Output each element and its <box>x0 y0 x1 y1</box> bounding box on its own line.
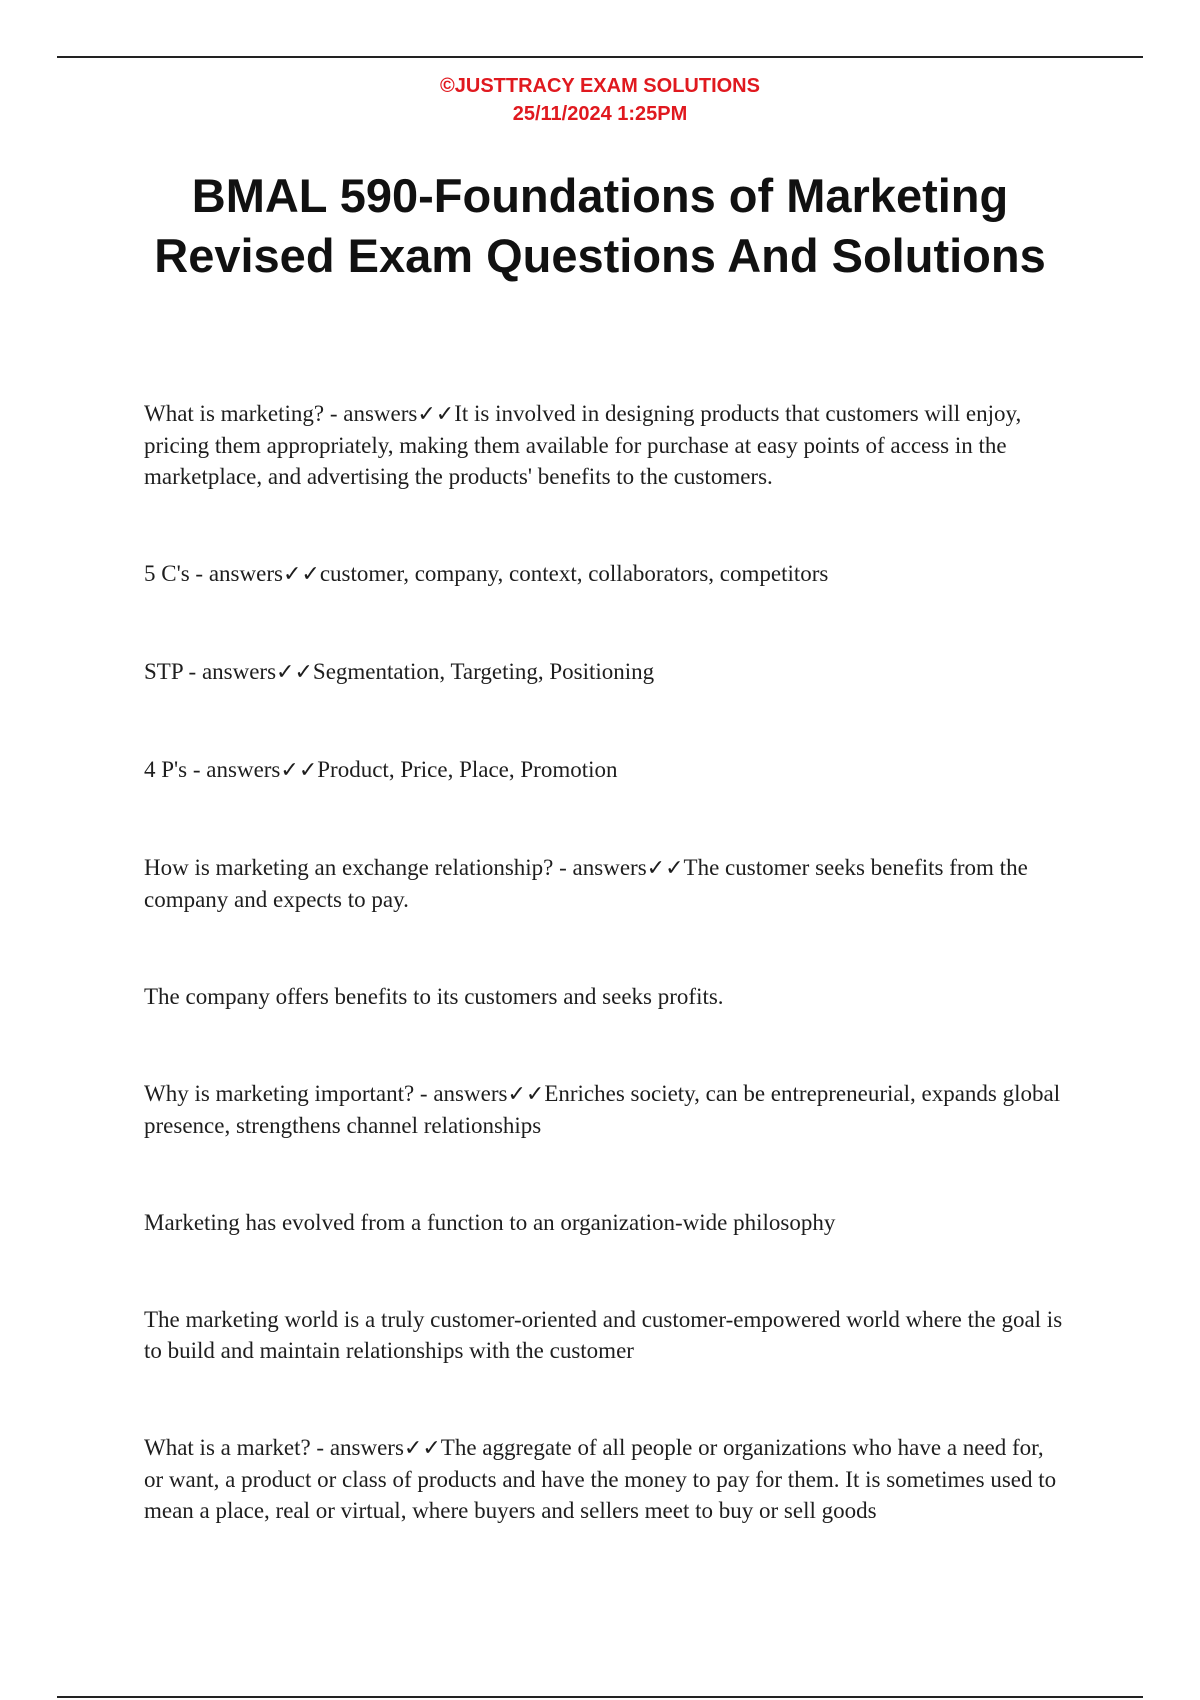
bottom-divider <box>57 1696 1143 1698</box>
question-text: STP - answers <box>144 659 277 684</box>
checkmark-icon: ✓✓ <box>417 402 455 427</box>
checkmark-icon: ✓✓ <box>276 660 313 685</box>
qa-content <box>144 398 1064 1526</box>
question-text: 5 C's - answers <box>144 561 283 586</box>
question-text: Why is marketing important? - answers <box>144 1081 508 1106</box>
question-text: What is marketing? - answers <box>144 401 418 426</box>
timestamp-line: 25/11/2024 1:25PM <box>512 103 688 125</box>
answer-text: It is involved in designing products that customers will enjoy, pricing them appropriately, making them available for purchase at easy points of access in the marketplace, and advertising the products' benefits to the customers. <box>144 401 1022 489</box>
question-text: How is marketing an exchange relationship? - answers <box>144 855 647 880</box>
top-divider <box>57 56 1143 58</box>
checkmark-icon: ✓✓ <box>282 562 320 587</box>
qa-entry <box>144 1432 1064 1526</box>
statement-entry: The marketing world is a truly customer-oriented and customer-empowered world where the goal is to build and maintain relationships with the customer <box>144 1307 1063 1363</box>
qa-entry <box>144 558 1064 590</box>
checkmark-icon: ✓✓ <box>403 1436 441 1461</box>
answer-text: The aggregate of all people or organizations who have a need for, or want, a product or class of products and have the money to pay for them. It is sometimes used to mean a place, real or virtual, where buyers and sellers meet to buy or sell goods <box>144 1435 1057 1523</box>
answer-text: Segmentation, Targeting, Positioning <box>312 659 655 684</box>
checkmark-icon: ✓✓ <box>507 1082 545 1107</box>
answer-text: Enriches society, can be entrepreneurial, expands global presence, strengthens channel relationships <box>144 1081 1061 1138</box>
qa-entry <box>144 754 1064 786</box>
question-text: What is a market? - answers <box>144 1435 404 1460</box>
exam-solutions-stamp <box>0 72 1200 128</box>
qa-entry <box>144 398 1064 492</box>
checkmark-icon: ✓✓ <box>646 856 684 881</box>
answer-text: customer, company, context, collaborators, competitors <box>319 561 829 586</box>
copyright-line: ©JUSTTRACY EXAM SOLUTIONS <box>440 75 760 97</box>
qa-entry <box>144 1078 1064 1141</box>
checkmark-icon: ✓✓ <box>280 758 318 783</box>
question-text: 4 P's - answers <box>144 757 281 782</box>
qa-entry <box>144 656 1064 688</box>
document-title: BMAL 590-Foundations of Marketing Revised Exam Questions And Solutions <box>154 169 1046 282</box>
statement-entry: The company offers benefits to its customers and seeks profits. <box>144 984 724 1009</box>
answer-text: The customer seeks benefits from the company and expects to pay. <box>144 855 1028 912</box>
qa-entry <box>144 852 1064 915</box>
answer-text: Product, Price, Place, Promotion <box>317 757 618 782</box>
statement-entry: Marketing has evolved from a function to an organization-wide philosophy <box>144 1210 836 1235</box>
